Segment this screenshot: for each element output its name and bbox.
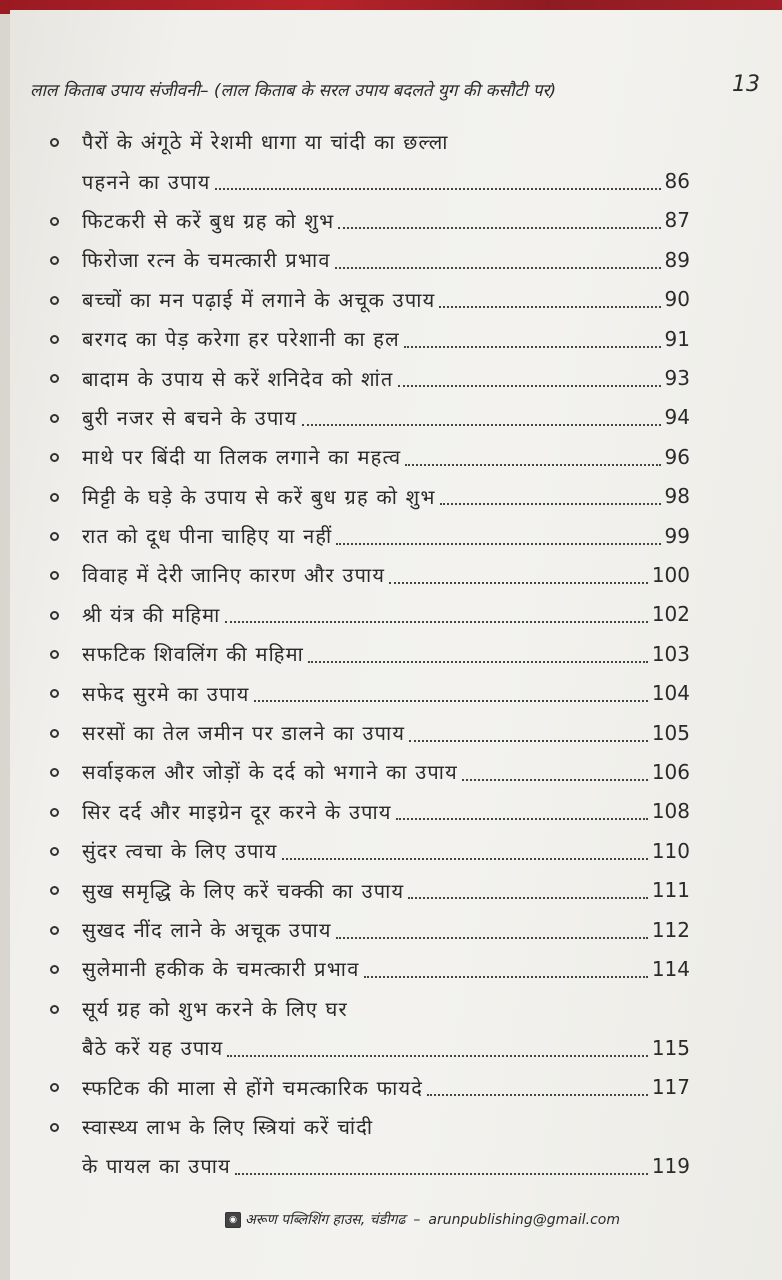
toc-entry: [10, 989, 782, 1068]
footer-separator: –: [413, 1211, 421, 1228]
toc-entry: [10, 358, 782, 397]
toc-entry-line: [10, 989, 782, 1028]
page-number: 13: [732, 72, 760, 97]
dot-leader: [398, 383, 661, 387]
toc-entry: [10, 752, 782, 791]
toc-entry-title: सर्वाइकल और जोड़ों के दर्द को भगाने का उपाय: [82, 760, 458, 785]
dot-leader: [225, 619, 648, 623]
dot-leader: [254, 698, 648, 702]
toc-page-number: 102: [651, 602, 690, 627]
toc-entry-line: [10, 122, 782, 161]
toc-page-number: 100: [651, 562, 690, 587]
toc-page-number: 105: [651, 720, 690, 745]
publisher-email: arunpublishing@gmail.com: [428, 1211, 620, 1228]
toc-entry-title: रात को दूध पीना चाहिए या नहीं: [82, 524, 333, 549]
toc-page-number: 99: [664, 523, 690, 548]
toc-entry-line: [10, 358, 782, 397]
toc-entry: [10, 713, 782, 752]
toc-entry: [10, 240, 782, 279]
dot-leader: [302, 422, 661, 426]
toc-entry-title: पहनने का उपाय: [82, 169, 211, 194]
toc-entry-line: [10, 437, 782, 476]
toc-entry-line: [10, 280, 782, 319]
dot-leader: [336, 541, 660, 545]
toc-entry-line: [10, 1146, 782, 1185]
dot-leader: [404, 344, 661, 348]
dot-leader: [389, 580, 648, 584]
toc-entry-line: [10, 752, 782, 791]
toc-entry-title: बादाम के उपाय से करें शनिदेव को शांत: [82, 366, 394, 391]
dot-leader: [308, 659, 648, 663]
toc-page-number: 90: [664, 287, 690, 312]
toc-entry-title: सिर दर्द और माइग्रेन दूर करने के उपाय: [82, 799, 392, 824]
toc-entry-line: [10, 792, 782, 831]
dot-leader: [405, 462, 660, 466]
toc-entry-line: [10, 673, 782, 712]
toc-entry-title: श्री यंत्र की महिमा: [82, 602, 221, 627]
toc-page-number: 114: [651, 956, 690, 981]
toc-entry-line: [10, 555, 782, 594]
toc-page-number: 94: [664, 405, 690, 430]
toc-entry-line: [10, 201, 782, 240]
dot-leader: [408, 895, 648, 899]
toc-entry-title: फिरोजा रत्न के चमत्कारी प्रभाव: [82, 248, 331, 273]
toc-entry: [10, 319, 782, 358]
toc-entry-line: [10, 240, 782, 279]
toc-entry-line: [10, 634, 782, 673]
toc-entry-title: बैठे करें यह उपाय: [82, 1036, 224, 1061]
toc-entry-title: मिट्टी के घड़े के उपाय से करें बुध ग्रह को शुभ: [82, 484, 436, 509]
toc-entry-line: [10, 1067, 782, 1106]
toc-entry: [10, 555, 782, 594]
toc-entry-line: [10, 870, 782, 909]
toc-entry-title: फिटकरी से करें बुध ग्रह को शुभ: [82, 208, 335, 233]
toc-entry-title: स्वास्थ्य लाभ के लिए स्त्रियां करें चांदी: [82, 1114, 374, 1139]
toc-entry: [10, 634, 782, 673]
toc-page-number: 108: [651, 799, 690, 824]
toc-entry: [10, 516, 782, 555]
toc-entry: [10, 201, 782, 240]
dot-leader: [427, 1092, 648, 1096]
toc-entry: [10, 1067, 782, 1106]
toc-entry-title: सूर्य ग्रह को शुभ करने के लिए घर: [82, 996, 348, 1021]
toc-page-number: 89: [664, 247, 690, 272]
toc-page-number: 110: [651, 838, 690, 863]
book-page: [10, 10, 782, 1280]
toc-entry-title: बरगद का पेड़ करेगा हर परेशानी का हल: [82, 327, 400, 352]
publisher-name: अरूण पब्लिशिंग हाउस, चंडीगढ: [245, 1212, 406, 1228]
toc-page-number: 103: [651, 641, 690, 666]
toc-entry-title: सफटिक शिवलिंग की महिमा: [82, 642, 304, 667]
toc-page-number: 98: [664, 484, 690, 509]
running-header: [30, 68, 760, 108]
footer: [225, 1210, 620, 1229]
toc-entry: [10, 673, 782, 712]
dot-leader: [215, 186, 661, 190]
dot-leader: [462, 777, 648, 781]
toc-entry: [10, 1107, 782, 1186]
toc-entry: [10, 595, 782, 634]
toc-entry-title: बच्चों का मन पढ़ाई में लगाने के अचूक उपाय: [82, 287, 436, 312]
toc-page-number: 111: [651, 878, 690, 903]
toc-entry-line: [10, 831, 782, 870]
toc-entry-title: माथे पर बिंदी या तिलक लगाने का महत्व: [82, 445, 402, 470]
toc-page-number: 115: [651, 1035, 690, 1060]
toc-entry-line: [10, 319, 782, 358]
header-title: लाल किताब उपाय संजीवनी– (लाल किताब के सरल उपाय बदलते युग की कसौटी पर): [30, 81, 557, 101]
toc-entry-title: के पायल का उपाय: [82, 1154, 231, 1179]
toc-entry-line: [10, 949, 782, 988]
toc-entry-title: विवाह में देरी जानिए कारण और उपाय: [82, 563, 386, 588]
toc-entry: [10, 949, 782, 988]
publisher-logo-icon: ◉: [225, 1212, 241, 1228]
toc-entry-title: सुखद नींद लाने के अचूक उपाय: [82, 918, 332, 942]
toc-entry: [10, 870, 782, 909]
dot-leader: [439, 304, 660, 308]
toc-entry-line: [10, 398, 782, 437]
toc-page-number: 112: [651, 917, 690, 942]
toc-entry: [10, 477, 782, 516]
toc-page-number: 93: [664, 366, 690, 391]
toc-entry-title: सुख समृद्धि के लिए करें चक्की का उपाय: [82, 878, 405, 903]
toc-entry-title: सुंदर त्वचा के लिए उपाय: [82, 839, 278, 864]
toc-entry-line: [10, 1107, 782, 1146]
dot-leader: [282, 856, 648, 860]
toc-entry-title: स्फटिक की माला से होंगे चमत्कारिक फायदे: [82, 1075, 424, 1100]
toc-entry-line: [10, 477, 782, 516]
toc-page-number: 87: [664, 208, 690, 233]
toc-page-number: 91: [664, 326, 690, 351]
toc-entry-line: [10, 516, 782, 555]
dot-leader: [335, 265, 661, 269]
toc-entry-title: सरसों का तेल जमीन पर डालने का उपाय: [82, 721, 406, 746]
toc-entry-line: [10, 910, 782, 949]
dot-leader: [338, 225, 660, 229]
toc-entry: [10, 398, 782, 437]
toc-entry-line: [10, 161, 782, 200]
dot-leader: [336, 935, 648, 939]
toc-entry-line: [10, 713, 782, 752]
toc-entry-title: बुरी नजर से बचने के उपाय: [82, 405, 298, 430]
toc-entry: [10, 792, 782, 831]
toc-entry: [10, 122, 782, 201]
toc-entry-title: पैरों के अंगूठे में रेशमी धागा या चांदी का छल्ला: [82, 130, 449, 155]
dot-leader: [440, 501, 661, 505]
toc-entry: [10, 910, 782, 949]
toc-page-number: 119: [651, 1153, 690, 1178]
toc-page-number: 104: [651, 681, 690, 706]
dot-leader: [364, 974, 648, 978]
toc-entry-line: [10, 1028, 782, 1067]
toc-entry-line: [10, 595, 782, 634]
dot-leader: [235, 1171, 648, 1175]
toc-page-number: 117: [651, 1075, 690, 1100]
table-of-contents: [10, 122, 782, 1186]
dot-leader: [396, 816, 648, 820]
toc-page-number: 86: [664, 169, 690, 194]
toc-entry-title: सुलेमानी हकीक के चमत्कारी प्रभाव: [82, 957, 360, 982]
toc-page-number: 96: [664, 444, 690, 469]
toc-entry: [10, 280, 782, 319]
toc-entry: [10, 437, 782, 476]
dot-leader: [227, 1053, 647, 1057]
dot-leader: [409, 738, 648, 742]
toc-entry-title: सफेद सुरमे का उपाय: [82, 681, 250, 706]
toc-page-number: 106: [651, 759, 690, 784]
toc-entry: [10, 831, 782, 870]
